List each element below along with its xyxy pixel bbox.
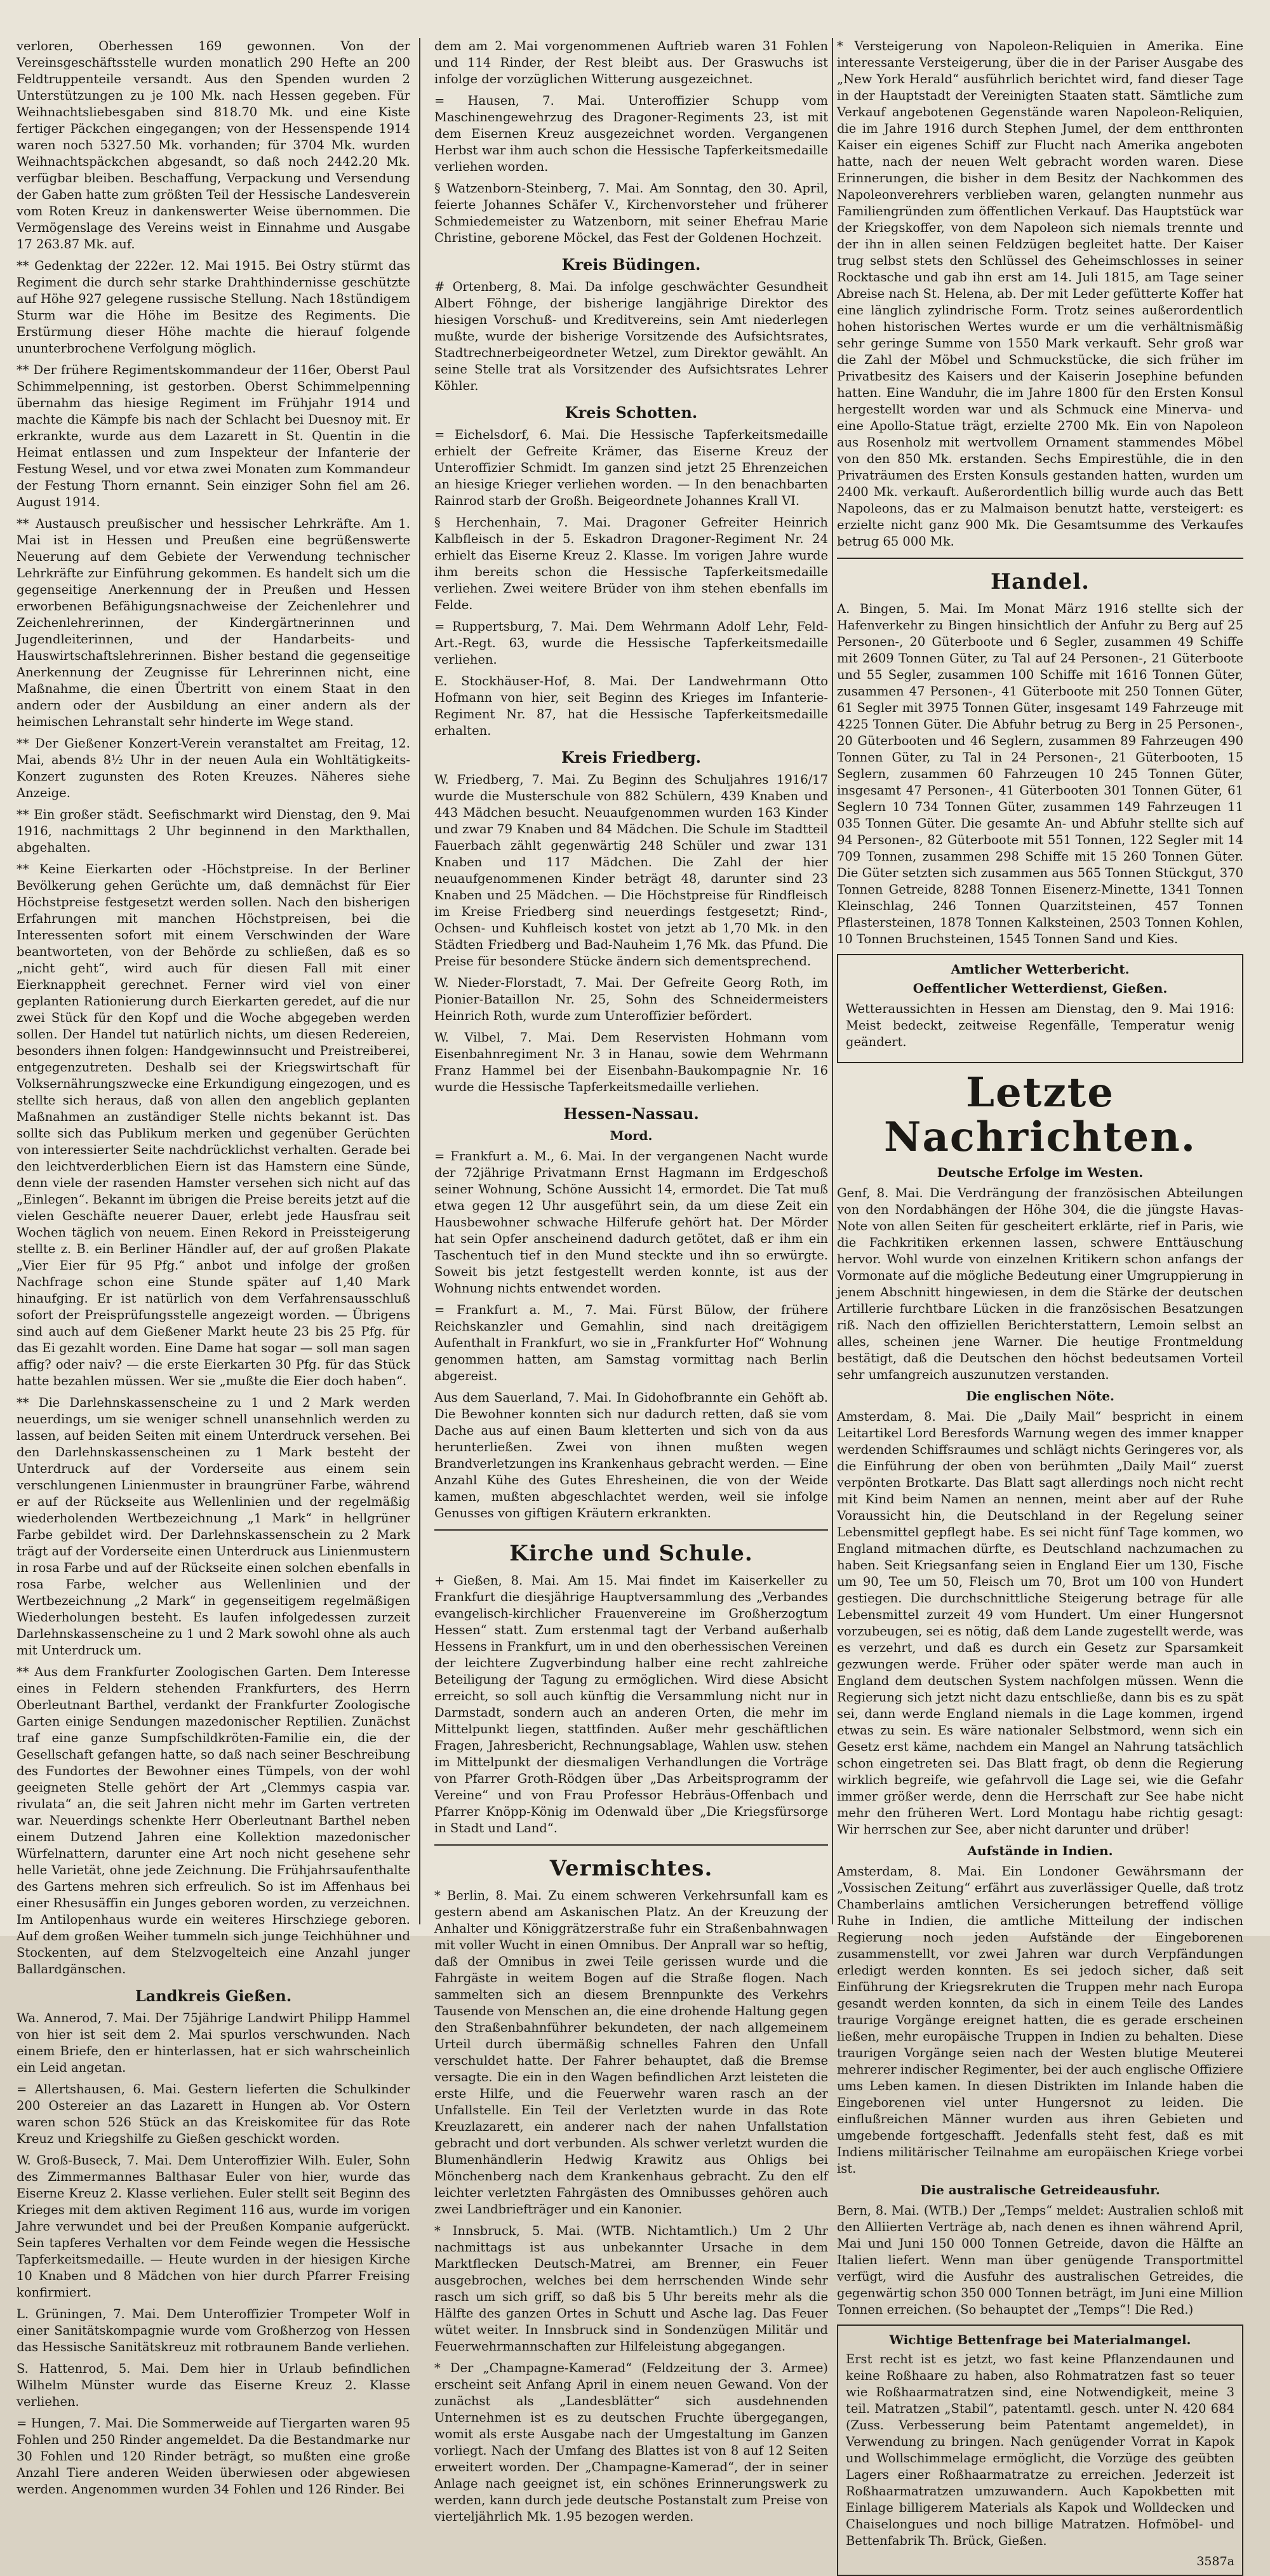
article-paragraph: ** Der frühere Regimentskommandeur der 116er, Oberst Paul Schimmelpenning, ist gestorben. Oberst Schimmelpenning übernahm das hiesige Regiment im Frühjahr 1914 und machte die Kämpfe bis nach der Schlacht bei Duesnoy mit. Er erkrankte, wurde aus dem Lazarett in St. Quentin in die Heimat entlassen und zum Inspekteur der Infanterie der Festung Wesel, und vor etwa zwei Monaten zum Kommandeur der Festung Thorn ernannt. Sein einziger Sohn fiel am 26. August 1914.: [17, 363, 410, 509]
divider: [434, 1844, 828, 1846]
sub-heading: Deutsche Erfolge im Westen.: [937, 1165, 1144, 1180]
box-text: Wetteraussichten in Hessen am Dienstag, den 9. Mai 1916: Meist bedeckt, zeitweise Regenfälle, Temperatur wenig geändert.: [846, 1002, 1234, 1049]
ad-reference: 3587a: [1196, 2554, 1234, 2568]
article-paragraph: Aus dem Sauerland, 7. Mai. In Gidohofbrannte ein Gehöft ab. Die Bewohner konnten sich nur dadurch retten, daß sie vom Dache aus auf einen Baum kletterten und sich von da aus herunterließen. Zwei von ihnen mußten wegen Brandverletzungen ins Krankenhaus gebracht werden. — Eine Anzahl Kühe des Gutes Ehresheinen, die von der Weide kamen, mußten abgeschlachtet werden, weil sie infolge Genusses von giftigen Kräutern erkrankten.: [434, 1390, 828, 1520]
section-heading: Landkreis Gießen.: [135, 1987, 292, 2005]
column-rule: [419, 38, 420, 1924]
box-subtitle: Oeffentlicher Wetterdienst, Gießen.: [912, 981, 1168, 996]
article-paragraph: Wa. Annerod, 7. Mai. Der 75jährige Landwirt Philipp Hammel von hier ist seit dem 2. Mai spurlos verschwunden. Nach einem Briefe, den er hinterlassen, hat er sich wahrscheinlich ein Leid angetan.: [17, 2011, 410, 2075]
article-paragraph: * Innsbruck, 5. Mai. (WTB. Nichtamtlich.) Um 2 Uhr nachmittags ist aus unbekannter Ursache in dem Marktflecken Deutsch-Matrei, am Brenner, ein Feuer ausgebrochen, welches bei dem herrschenden Winde sehr rasch um sich griff, so daß bis 5 Uhr bereits mehr als die Hälfte des ganzen Ortes in Schutt und Asche lag. Das Feuer wütet weiter. In Innsbruck sind in Sondenzügen Militär und Feuerwehrmannschaften zur Hilfeleistung abgegangen.: [434, 2224, 828, 2354]
article-paragraph: ** Der Gießener Konzert-Verein veranstaltet am Freitag, 12. Mai, abends 8½ Uhr in der neuen Aula ein Wohltätigkeits-Konzert zugunsten des Roten Kreuzes. Näheres siehe Anzeige.: [17, 736, 410, 800]
sub-heading: Die englischen Nöte.: [966, 1388, 1114, 1404]
section-heading: Kreis Friedberg.: [561, 748, 702, 767]
ad-text: Erst recht ist es jetzt, wo fast keine Pflanzendaunen und keine Roßhaare zu haben, also Rohmatratzen fast so teuer wie Roßhaarmatratzen sind, eine Notwendigkeit, meine 3 teil. Matratzen „Stabil“, patentamtl. gesch. unter N. 420 684 (Zuss. Verbesserung beim Patentamt angemeldet), in Verwendung zu bringen. Nach genügender Vorrat in Kapok und Wollschimmelage ermöglicht, die Vorzüge des geübten Lagers einer Roßhaarmatratze zu erreichen. Jederzeit ist Roßhaarmatratzen umzuwandern. Auch Kapokbetten mit Einlage billigerem Materials als Kapok und Wolldecken und Chaiselongues und noch billige Matratzen. Hofmöbel- und Bettenfabrik Th. Brück, Gießen.: [846, 2352, 1234, 2548]
sub-heading: Mord.: [610, 1128, 653, 1143]
article-paragraph: W. Vilbel, 7. Mai. Dem Reservisten Hohmann vom Eisenbahnregiment Nr. 3 in Hanau, sowie dem Wehrmann Franz Hammel bei der Eisenbahn-Baukompagnie Nr. 16 wurde die Hessische Tapferkeitsmedaille verliehen.: [434, 1030, 828, 1094]
article-paragraph: Bern, 8. Mai. (WTB.) Der „Temps“ meldet: Australien schloß mit den Alliierten Verträge ab, nach denen es ihnen während April, Mai und Juni 150 000 Tonnen Getreide, davon die Hälfte an Italien liefert. Wenn man über genügende Transportmittel verfügt, wird die Ausfuhr des australischen Getreides, die gegenwärtig schon 350 000 Tonnen beträgt, im Juni eine Million Tonnen erreichen. (So behauptet der „Temps“! Die Red.): [837, 2203, 1243, 2317]
article-paragraph: = Ruppertsburg, 7. Mai. Dem Wehrmann Adolf Lehr, Feld-Art.-Regt. 63, wurde die Hessische Tapferkeitsmedaille verliehen.: [434, 619, 828, 667]
article-paragraph: ** Aus dem Frankfurter Zoologischen Garten. Dem Interesse eines in Feldern stehenden Frankfurters, des Herrn Oberleutnant Barthel, verdankt der Frankfurter Zoologische Garten einige Sendungen mazedonischer Reptilien. Zunächst traf eine ganze Sumpfschildkröten-Familie ein, die der Gesellschaft gefangen hatte, so daß nach seiner Beschreibung des Fundortes der Bewohner eines Tümpels, von der wohl geeigneten Stelle gehört der Art „Clemmys caspia var. rivulata“ an, die seit Jahren nicht mehr im Garten vertreten war. Neuerdings schenkte Herr Oberleutnant Barthel neben einem Dutzend Jahren eine Kollektion mazedonischer Würfelnattern, darunter eine Art noch nicht gesehene sehr helle Varietät, ohne jede Zeichnung. Die Frühjahrsaufenthalte des Gartens mehren sich erfreulich. So ist im Affenhaus bei einer Rhesusäffin ein Junges geboren worden, zu verzeichnen. Im Antilopenhaus wurde ein weiteres Hirschziege geboren. Auf dem großen Weiher tummeln sich junge Teichhühner und Stockenten, auf dem Stelzvogelteich eine Anzahl junger Ballardgänschen.: [17, 1665, 410, 1976]
article-paragraph: * Berlin, 8. Mai. Zu einem schweren Verkehrsunfall kam es gestern abend am Askanischen Platz. An der Kreuzung der Anhalter und Königgrätzerstraße fuhr ein Straßenbahnwagen mit voller Wucht in einen Omnibus. Der Anprall war so heftig, daß der Omnibus in zwei Teile gerissen wurde und die Fahrgäste in weitem Bogen auf die Straße flogen. Nach sammelten sich an diesem Brennpunkte des Verkehrs Tausende von Menschen an, die eine drohende Haltung gegen den Straßenbahnführer bekundeten, der nach allgemeinem Urteil durch übermäßig schnelles Fahren den Unfall verschuldet hatte. Der Fahrer behauptet, daß die Bremse versagte. Die ein in den Wagen befindlichen Arzt leisteten die erste Hilfe, und die Feuerwehr waren rasch an der Unfallstelle. Ein Teil der Verletzten wurde in das Rote Kreuzlazarett, ein anderer nach der nahen Unfallstation gebracht und dort verbunden. Als schwer verletzt wurden die Blumenhändlerin Hedwig Krawitz aus Ohligs bei Mönchenberg nach dem Krankenhaus gebracht. Zu den elf leichter verletzten Fahrgästen des Omnibusses gehören auch zwei Landbriefträger und ein Kanonier.: [434, 1888, 828, 2217]
article-paragraph: = Frankfurt a. M., 6. Mai. In der vergangenen Nacht wurde der 72jährige Privatmann Ernst Hagmann im Erdgeschoß seiner Wohnung, Schöne Aussicht 14, ermordet. Die Tat muß etwa gegen 12 Uhr ausgeführt sein, da um diese Zeit ein Hausbewohner schwache Hilferufe gehört hat. Der Mörder hat sein Opfer anscheinend dadurch getötet, daß er ihm ein Taschentuch tief in den Mund steckte und ihn so erwürgte. Soweit bis jetzt festgestellt werden konnte, ist aus der Wohnung nichts entwendet worden.: [434, 1149, 828, 1296]
article-paragraph: + Gießen, 8. Mai. Am 15. Mai findet im Kaiserkeller zu Frankfurt die diesjährige Hauptversammlung des „Verbandes evangelisch-kirchlicher Frauenvereine im Großherzogtum Hessen“ statt. Zum erstenmal tagt der Verband außerhalb Hessens in Frankfurt, um in und den oberhessischen Vereinen der leichtere Zugverbindung halber eine recht zahlreiche Beteiligung der Tagung zu ermöglichen. Wird diese Absicht erreicht, so soll auch künftig die Versammlung nicht nur in Darmstadt, sondern auch an anderen Orten, die mehr im Mittelpunkt liegen, stattfinden. Außer mehr geschäftlichen Fragen, Jahresbericht, Rechnungsablage, Wahlen usw. stehen im Mittelpunkt der diesmaligen Verhandlungen die Vorträge von Pfarrer Groth-Rödgen über „Das Arbeitsprogramm der Vereine“ und von Frau Professor Hebräus-Offenbach und Pfarrer Knöpp-König im Odenwald über „Die Kriegsfürsorge in Stadt und Land“.: [434, 1573, 828, 1835]
advertisement-box: [837, 2324, 1243, 2576]
article-paragraph: Amsterdam, 8. Mai. Ein Londoner Gewährsmann der „Vossischen Zeitung“ erfährt aus zuverlässiger Quelle, daß trotz Chamberlains amtlichen Versicherungen betreffend völlige Ruhe in Indien, die amtliche Mitteilung der indischen Regierung noch jeden Aufstände der Eingeborenen zusammenstellt, vor zwei Jahren war durch Verpfändungen erledigt werden konnten. Es sei jedoch sicher, daß seit Einführung der Kriegsrekruten die Truppen mehr nach Europa gesandt werden konnten, da sich in einem Teile des Landes traurige Vorgänge ereignet hatten, die es gerade erscheinen ließen, mehr europäische Truppen in Indien zu behalten. Diese traurigen Vorgänge seien nach der Westen blutige Meuterei mehrerer indischer Regimenter, bei der auch englische Offiziere ums Leben kamen. In diesen Distrikten im Inlande haben die Eingeborenen viel unter Hungersnot zu leiden. Die einflußreichen Männer wurden aus ihren Gebieten und umgebende fortgeschafft. Jedenfalls steht fest, daß es mit Indiens militärischer Teilnahme am europäischen Kriege vorbei ist.: [837, 1864, 1243, 2176]
article-paragraph: Genf, 8. Mai. Die Verdrängung der französischen Abteilungen von den Nordabhängen der Höhe 304, die die jüngste Havas-Note von allen Seiten für gescheitert erklärte, rief in Paris, wie die Fachkritiken erkennen lassen, schwere Enttäuschung hervor. Wohl wurde von einzelnen Kritikern schon anfangs der Vormonate auf die mögliche Bedeutung einer Umgruppierung in jenem Abschnitt hingewiesen, in dem die Stärke der deutschen Artillerie furchtbare Lücken in die französischen Besatzungen riß. Nach den offiziellen Berichterstattern, Lemoin selbst an alles, scheinen jene Warner. Die heutige Frontmeldung bestätigt, daß die Deutschen den höchst bedeutsamen Vorteil sehr umfangreich auszunutzen verstanden.: [837, 1186, 1243, 1382]
article-paragraph: E. Stockhäuser-Hof, 8. Mai. Der Landwehrmann Otto Hofmann von hier, seit Beginn des Krieges im Infanterie-Regiment Nr. 87, hat die Hessische Tapferkeitsmedaille erhalten.: [434, 674, 828, 738]
sub-heading: Aufstände in Indien.: [967, 1843, 1113, 1858]
section-heading: Kreis Büdingen.: [561, 255, 701, 274]
weather-report-box: [837, 954, 1243, 1063]
article-paragraph: § Herchenhain, 7. Mai. Dragoner Gefreiter Heinrich Kalbfleisch in der 5. Eskadron Dragoner-Regiment Nr. 24 erhielt das Eiserne Kreuz 2. Klasse. Im vorigen Jahre wurde ihm bereits schon die Hessische Tapferkeitsmedaille verliehen. Zwei weitere Brüder von ihm stehen ebenfalls im Felde.: [434, 515, 828, 612]
section-heading: Handel.: [990, 569, 1090, 594]
article-paragraph: W. Friedberg, 7. Mai. Zu Beginn des Schuljahres 1916/17 wurde die Musterschule von 882 Schülern, 439 Knaben und 443 Mädchen besucht. Neuaufgenommen wurden 163 Kinder und zwar 79 Knaben und 84 Mädchen. Die Schule im Stadtteil Fauerbach zählt gegenwärtig 248 Schüler und zwar 131 Knaben und 117 Mädchen. Die Zahl der hier neuaufgenommenen Kinder beträgt 48, darunter sind 23 Knaben und 25 Mädchen. — Die Höchstpreise für Rindfleisch im Kreise Friedberg sind neuerdings festgesetzt; Rind-, Ochsen- und Kuhfleisch kostet von jetzt ab 1,70 Mk. in den Städten Friedberg und Bad-Nauheim 1,76 Mk. das Pfund. Die Preise für besondere Stücke ändern sich dementsprechend.: [434, 772, 828, 969]
column-1: [17, 38, 410, 2497]
section-heading: Hessen-Nassau.: [563, 1104, 699, 1123]
article-paragraph: ** Austausch preußischer und hessischer Lehrkräfte. Am 1. Mai ist in Hessen und Preußen eine begrüßenswerte Neuerung auf dem Gebiete der Verwendung technischer Lehrkräfte zur Einführung gekommen. Es handelt sich um die gegenseitige Anerkennung der in Preußen und Hessen erworbenen Befähigungsnachweise der Zeichenlehrer und Zeichenlehrerinnen, der Kindergärtnerinnen und Jugendleiterinnen, und der Handarbeits- und Hauswirtschaftslehrerinnen. Bisher bestand die gegenseitige Anerkennung der Zeugnisse für Lehrerinnen nicht, eine Maßnahme, die einen Übertritt von einem Staat in den andern oder der Ausbildung an einer andern als der heimischen Lehranstalt sehr hinderte im Wege stand.: [17, 516, 410, 729]
column-2: [434, 38, 828, 2524]
sub-heading: Die australische Getreideausfuhr.: [920, 2182, 1160, 2197]
article-paragraph: * Der „Champagne-Kamerad“ (Feldzeitung der 3. Armee) erscheint seit Anfang April in einem neuen Gewand. Von der zunächst als „Landesblätter“ sich ausdehnenden Unternehmen ist es zu deutschen Fruchte übergegangen, womit als erste Ausgabe nach der Umgestaltung im Ganzen vorliegt. Nach der Umfang des Blattes ist von 8 auf 12 Seiten erweitert worden. Der „Champagne-Kamerad“, der in seiner Anlage nach geeignet ist, ein schönes Erinnerungswerk zu werden, kann durch jede deutsche Postanstalt zum Preise von vierteljährlich Mk. 1.95 bezogen werden.: [434, 2361, 828, 2524]
article-paragraph: W. Groß-Buseck, 7. Mai. Dem Unteroffizier Wilh. Euler, Sohn des Zimmermannes Balthasar Euler von hier, wurde das Eiserne Kreuz 2. Klasse verliehen. Euler stellt seit Beginn des Krieges mit dem aktiven Regiment 116 aus, wurde im vorigen Jahre verwundet und bei der Preußen Kompanie aufgerückt. Sein tapferes Verhalten vor dem Feinde wegen die Hessische Tapferkeitsmedaille. — Heute wurden in der hiesigen Kirche 10 Knaben und 8 Mädchen von hier durch Pfarrer Freising konfirmiert.: [17, 2153, 410, 2300]
ad-title: Wichtige Bettenfrage bei Materialmangel.: [889, 2332, 1191, 2347]
divider: [837, 558, 1243, 559]
article-paragraph: ** Die Darlehnskassenscheine zu 1 und 2 Mark werden neuerdings, um sie weniger schnell unansehnlich werden zu lassen, auf beiden Seiten mit einem Unterdruck versehen. Bei den Darlehnskassenscheinen zu 1 Mark besteht der Unterdruck auf der Vorderseite aus einem sein verschlungenen Linienmuster in braungrüner Farbe, während er auf der Rückseite aus Wellenlinien und der regelmäßig wiederholenden Wertbezeichnung „1 Mark“ in hellgrüner Farbe gebildet wird. Der Darlehnskassenschein zu 2 Mark trägt auf der Vorderseite einen Unterdruck aus Linienmustern in rosa Farbe und auf der Rückseite einen solchen ebenfalls in rosa Farbe, welcher aus Wellenlinien und der Wertbezeichnung „2 Mark“ in gegenseitigem regelmäßigen Wiederholungen besteht. Es laufen infolgedessen zurzeit Darlehnskassenscheine zu 1 und 2 Mark sowohl ohne als auch mit Unterdruck um.: [17, 1395, 410, 1658]
article-paragraph: = Allertshausen, 6. Mai. Gestern lieferten die Schulkinder 200 Ostereier an das Lazarett in Hungen ab. Vor Ostern waren schon 526 Stück an das Kreiskomitee für das Rote Kreuz und Kriegshilfe zu Gießen geschickt worden.: [17, 2082, 410, 2146]
article-paragraph: = Frankfurt a. M., 7. Mai. Fürst Bülow, der frühere Reichskanzler und Gemahlin, sind nach dreitägigem Aufenthalt in Frankfurt, wo sie in „Frankfurter Hof“ Wohnung genommen hatten, am Samstag vormittag nach Berlin abgereist.: [434, 1303, 828, 1383]
column-3: [837, 38, 1243, 2568]
article-paragraph: = Eichelsdorf, 6. Mai. Die Hessische Tapferkeitsmedaille erhielt der Gefreite Krämer, das Eiserne Kreuz der Unteroffizier Schmidt. Im ganzen sind jetzt 25 Ehrenzeichen an hiesige Krieger verliehen worden. — In den benachbarten Rainrod starb der Großh. Beigeordnete Johannes Krall VI.: [434, 427, 828, 508]
article-paragraph: verloren, Oberhessen 169 gewonnen. Von der Vereinsgeschäftsstelle wurden monatlich 290 Hefte an 200 Feldtruppenteile versandt. Aus den Spenden wurden 2 Unterstützungen zu je 100 Mk. nach Hessen gegeben. Für Weihnachtsliebesgaben sind 818.70 Mk. und eine Kiste fertiger Päckchen eingegangen; von der Hessenspende 1914 waren noch 5327.50 Mk. vorhanden; für 3704 Mk. wurden Weihnachtspäckchen abgesandt, so daß noch 2442.20 Mk. verfügbar bleiben. Beschaffung, Verpackung und Versendung der Gaben hatte zum größten Teil der Hessische Landesverein vom Roten Kreuz in dankenswerter Weise übernommen. Die Vermögenslage des Vereins weist in Einnahme und Ausgabe 17 263.87 Mk. auf.: [17, 39, 410, 252]
box-title: Amtlicher Wetterbericht.: [951, 962, 1130, 977]
article-paragraph: ** Ein großer städt. Seefischmarkt wird Dienstag, den 9. Mai 1916, nachmittags 2 Uhr beginnend in den Markthallen, abgehalten.: [17, 807, 410, 855]
article-paragraph: dem am 2. Mai vorgenommenen Auftrieb waren 31 Fohlen und 114 Rinder, der Rest bleibt aus. Der Graswuchs ist infolge der vorzüglichen Witterung ausgezeichnet.: [434, 39, 828, 86]
section-heading: Kirche und Schule.: [509, 1541, 753, 1566]
article-paragraph: § Watzenborn-Steinberg, 7. Mai. Am Sonntag, den 30. April, feierte Johannes Schäfer V., Kirchenvorsteher und früherer Schmiedemeister zu Watzenborn, mit seiner Ehefrau Marie Christine, geborene Möckel, das Fest der Goldenen Hochzeit.: [434, 181, 828, 245]
article-paragraph: = Hausen, 7. Mai. Unteroffizier Schupp vom Maschinengewehrzug des Dragoner-Regiments 23, ist mit dem Eisernen Kreuz ausgezeichnet worden. Vergangenen Herbst war ihm auch schon die Hessische Tapferkeitsmedaille verliehen worden.: [434, 93, 828, 174]
article-paragraph: W. Nieder-Florstadt, 7. Mai. Der Gefreite Georg Roth, im Pionier-Bataillon Nr. 25, Sohn des Schneidermeisters Heinrich Roth, wurde zum Unteroffizier befördert.: [434, 976, 828, 1023]
article-paragraph: S. Hattenrod, 5. Mai. Dem hier in Urlaub befindlichen Wilhelm Münster wurde das Eiserne Kreuz 2. Klasse verliehen.: [17, 2361, 410, 2409]
article-paragraph: = Hungen, 7. Mai. Die Sommerweide auf Tiergarten waren 95 Fohlen und 250 Rinder angemeldet. Da die Bestandmarke nur 30 Fohlen und 120 Rinder beträgt, so mußten eine große Anzahl Tiere anderen Weiden überwiesen oder abgewiesen werden. Angenommen wurden 34 Fohlen und 126 Rinder. Bei: [17, 2416, 410, 2497]
article-paragraph: ** Gedenktag der 222er. 12. Mai 1915. Bei Ostry stürmt das Regiment die durch sehr starke Drahthindernisse geschützte auf Höhe 927 gelegene russische Stellung. Nach 18stündigem Sturm war die Höhe im Besitze des Regiments. Die Erstürmung dieser Höhe machte die hierauf folgende ununterbrochene Verfolgung möglich.: [17, 258, 410, 356]
article-paragraph: * Versteigerung von Napoleon-Reliquien in Amerika. Eine interessante Versteigerung, über die in der Pariser Ausgabe des „New York Herald“ ausführlich berichtet wird, fand dieser Tage in der Hauptstadt der Vereinigten Staaten statt. Sämtliche zum Verkauf angebotenen Gegenstände waren Napoleon-Reliquien, die im Jahre 1916 durch Stephen Jumel, der dem entthronten Kaiser ein eigenes Schiff zur Flucht nach Amerika angeboten hatte, nach der neuen Welt gebracht worden waren. Diese Erinnerungen, die bisher in dem Besitz der Nachkommen des Napoleonverehrers verblieben waren, gelangten nunmehr aus Familiengründen zum öffentlichen Verkauf. Das Hauptstück war der Kriegskoffer, von dem Napoleon sich niemals trennte und der ihn in allen seinen Feldzügen begleitet hatte. Der Kaiser trug selbst stets den Schlüssel des Geheimschlosses in seiner Rocktasche und gab ihn erst am 14. Juli 1815, am Tage seiner Abreise nach St. Helena, ab. Der mit Leder gefütterte Koffer hat eine länglich zylindrische Form. Trotz seines außerordentlich hohen historischen Wertes wurde er um die verhältnismäßig sehr geringe Summe von 1550 Mark verkauft. Sehr groß war die Zahl der Möbel und Schmuckstücke, die sich früher im Privatbesitz des Kaisers und der Kaiserin Josephine befunden hatten. Eine Wanduhr, die im Jahre 1800 für den Ersten Konsul hergestellt worden war und als Schmuck eine Minerva- und eine Apollo-Statue trägt, erzielte 2700 Mk. Ein von Napoleon aus Rosenholz mit wertvollem Ornament stammendes Möbel von den 850 Mk. erstanden. Sechs Empirestühle, die in den Privaträumen des Ersten Konsuls gestanden hatten, wurden um 2400 Mk. verkauft. Außerordentlich billig wurde auch das Bett Napoleons, das er zu Malmaison benutzt hatte, versteigert: es erzielte nicht ganz 900 Mk. Die Gesamtsumme des Verkaufes betrug 65 000 Mk.: [837, 39, 1243, 549]
column-rule: [832, 38, 833, 1924]
main-heading: Letzte Nachrichten.: [883, 1069, 1197, 1161]
divider: [434, 1529, 828, 1531]
article-paragraph: L. Grüningen, 7. Mai. Dem Unteroffizier Trompeter Wolf in einer Sanitätskompagnie wurde vom Großherzog von Hessen das Hessische Sanitätskreuz mit rotbraunem Bande verliehen.: [17, 2307, 410, 2354]
section-heading: Vermischtes.: [549, 1856, 713, 1881]
section-heading: Kreis Schotten.: [565, 403, 698, 422]
article-paragraph: # Ortenberg, 8. Mai. Da infolge geschwächter Gesundheit Albert Föhnge, der bisherige langjährige Direktor des hiesigen Vorschuß- und Kreditvereins, sein Amt niederlegen mußte, wurde der bisherige Vorsitzende des Aufsichtsrates, Stadtrechnerbeigeordneter Wetzel, zum Direktor gewählt. An seine Stelle trat als Vorsitzender des Aufsichtsrates Lehrer Köhler.: [434, 279, 828, 393]
article-paragraph: A. Bingen, 5. Mai. Im Monat März 1916 stellte sich der Hafenverkehr zu Bingen hinsichtlich der Anfuhr zu Berg auf 25 Personen-, 20 Güterboote und 6 Segler, zusammen 49 Schiffe mit 2609 Tonnen Güter, zu Tal auf 24 Personen-, 21 Güterboote und 55 Segler, zusammen 100 Schiffe mit 1616 Tonnen Güter, zusammen 47 Personen-, 41 Güterboote mit 250 Tonnen Güter, 61 Segler mit 3975 Tonnen Güter, insgesamt 149 Fahrzeuge mit 4225 Tonnen Güter. Die Abfuhr betrug zu Berg in 25 Personen-, 20 Güterbooten und 46 Seglern, zusammen 89 Fahrzeugen 490 Tonnen Güter, zu Tal in 24 Personen-, 21 Güterbooten, 15 Seglern, zusammen 60 Fahrzeugen 10 245 Tonnen Güter, insgesamt 47 Personen-, 41 Güterbooten 301 Tonnen Güter, 61 Seglern 10 734 Tonnen Güter, zusammen 149 Fahrzeugen 11 035 Tonnen Güter. Die gesamte An- und Abfuhr stellte sich auf 94 Personen-, 82 Güterboote mit 551 Tonnen, 122 Segler mit 14 709 Tonnen, zusammen 298 Schiffe mit 15 260 Tonnen Güter. Die Güter setzten sich zusammen aus 565 Tonnen Stückgut, 370 Tonnen Getreide, 8288 Tonnen Eisenerz-Minette, 1341 Tonnen Kleinschlag, 246 Tonnen Quarzitsteinen, 457 Tonnen Pflastersteinen, 1878 Tonnen Kalksteinen, 2503 Tonnen Kohlen, 10 Tonnen Bruchsteinen, 1545 Tonnen Sand und Kies.: [837, 601, 1243, 946]
article-paragraph: ** Keine Eierkarten oder -Höchstpreise. In der Berliner Bevölkerung gehen Gerüchte um, daß demnächst für Eier Höchstpreise festgesetzt werden sollen. Nach den bisherigen Erfahrungen mit manchen Höchstpreisen, bei die Interessenten sofort mit einem Verschwinden der Ware beantworteten, von der Behörde zu schließen, daß es so „nicht geht“, wird auch für diesen Fall mit einer Eierknappheit gerechnet. Ferner wird viel von einer geplanten Rationierung durch Eierkarten geredet, auf die nur zwei Stück für den Kopf und die Woche abgegeben werden sollen. Der Handel tut natürlich nichts, um diesen Redereien, besonders ihnen folgen: Handgewinnsucht und Preistreiberei, entgegenzutreten. Deshalb sei der Kriegswirtschaft für Volksernährungszwecke eine Erkundigung eingezogen, und es stellte sich heraus, daß von allen den angeblich geplanten Maßnahmen an zuständiger Stelle nichts bekannt ist. Das sollte sich das Publikum merken und gegenüber Gerüchten von interessierter Seite nachdrücklichst verhalten. Gerade bei den leichtverderblichen Eiern ist das Hamstern eine Sünde, denn viele der rasenden Hamster versehen sich nicht auf das „Einlegen“. Bekannt im übrigen die Preise bereits jetzt auf die vielen Geschäfte neuerer Dauer, erlebt jede Hausfrau seit Wochen täglich von neuem. Einen Rekord in Preissteigerung stellte z. B. ein Berliner Händler auf, der auf großen Plakate „Vier Eier für 95 Pfg.“ anbot und infolge der großen Nachfrage schon eine Stunde später auf 1,40 Mark hinaufging. Er ist natürlich von dem Verfahrensausschluß sofort der Preisprüfungsstelle angezeigt worden. — Übrigens sind auch auf dem Gießener Markt heute 23 bis 25 Pfg. für das Ei gezahlt worden. Eine Dame hat sogar — soll man sagen affig? oder naiv? — die erste Eierkarten 30 Pfg. für das Stück hatte bezahlen müssen. Wer sie „mußte die Eier doch haben“.: [17, 862, 410, 1388]
article-paragraph: Amsterdam, 8. Mai. Die „Daily Mail“ bespricht in einem Leitartikel Lord Beresfords Warnung wegen des immer knapper werdenden Schiffsraumes und schlägt nichts Geringeres vor, als die Einführung der oben von berühmten „Daily Mail“ zuerst verpönten Brotkarte. Das Blatt sagt allerdings noch nicht recht mit Kind beim Namen an nennen, meint aber auf der Ruhe Voraussicht hin, die Deutschland in der Regelung seiner Lebensmittel gepflegt habe. Es sei nicht fünf Tage kommen, wo England mitmachen dürfte, es Deutschland nachzumachen zu haben. Seit Kriegsanfang seien in England Eier um 130, Fische um 90, Tee um 50, Fleisch um 70, Brot um 100 von Hundert gestiegen. Die durchschnittliche Steigerung betrage für alle Lebensmittel zurzeit 49 vom Hundert. Um einer Hungersnot vorzubeugen, sei es nötig, daß dem Lande zugestellt werde, was es verzehrt, und daß es durch ein Gesetz zur Sparsamkeit gezwungen werde. Früher oder später werde man auch in England dem deutschen System nachfolgen müssen. Wenn die Regierung sich jetzt nicht dazu entschließe, dann bis es zu spät sei, dann werde England niemals in die Lage kommen, irgend etwas zu sein. Es wäre nationaler Selbstmord, wenn sich ein Gesetz erst käme, nachdem ein Mangel an Nahrung tatsächlich schon eingetreten sei. Das Blatt fragt, ob denn die Regierung wirklich begreife, wie gefahrvoll die Lage sei, wie die Gefahr immer größer werde, denn die Herrschaft zur See habe nicht mehr den früheren Wert. Lord Montagu habe richtig gesagt: Wir herrschen zur See, aber nicht darunter und drüber!: [837, 1409, 1243, 1837]
